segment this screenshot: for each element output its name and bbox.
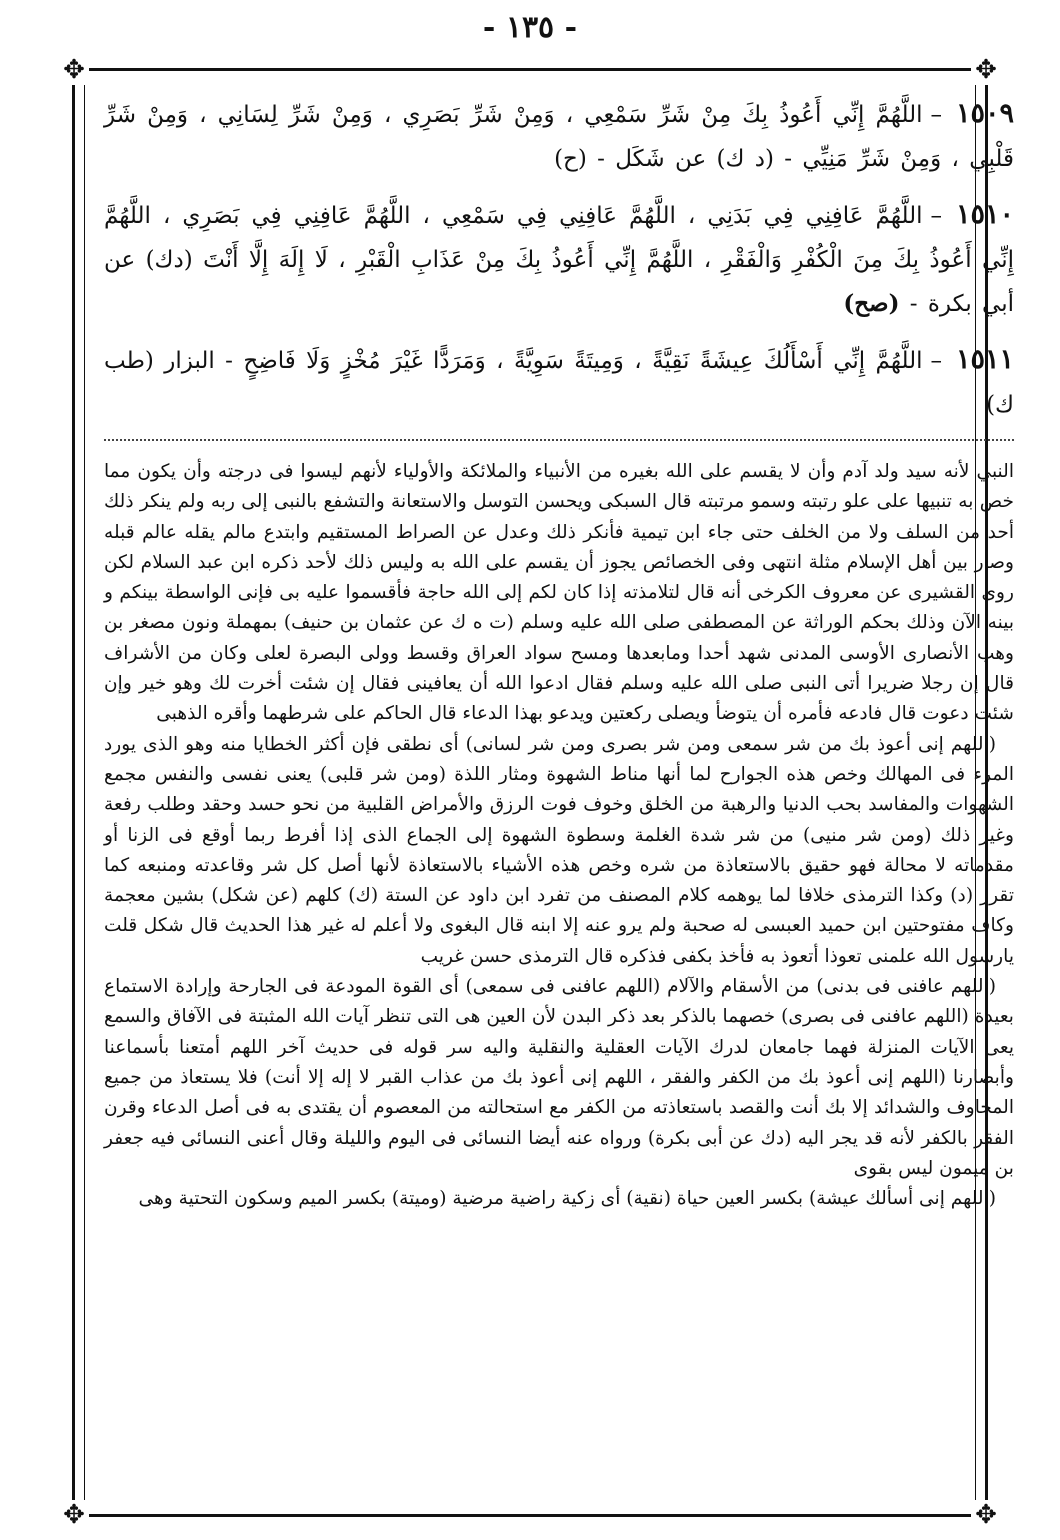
- corner-ornament-icon: ✥: [59, 55, 89, 85]
- commentary-paragraph: (اللهم عافنى فى بدنى) من الأسقام والآلام (اللهم عافنى فى سمعى) أى القوة المودعة فى الجارحة وإرادة الاستماع بعيدة (اللهم عافنى فى بصرى) خصهما بالذكر بعد ذكر البدن لأن العين هى التى تنظر آيات الله المثبتة فى الآفاق والسمع يعى الآيات المنزلة فهما جامعان لدرك الآيات العقلية والنقلية واليه سر قوله فى حديث آخر اللهم أمتعنا بأسماعنا وأبصارنا (اللهم إنى أعوذ بك من الكفر والفقر ، اللهم إنى أعوذ بك من عذاب القبر لا إله إلا أنت) فلا يستعاذ من جميع المخاوف والشدائد إلا بك أنت والقصد باستعاذته من الكفر مع استحالته من المعصوم أن يقتدى به فى أصل الدعاء وقرن الفقر بالكفر لأنه قد يجر اليه (دك عن أبى بكرة) ورواه عنه أيضا النسائى فى اليوم والليلة وقال أعنى النسائى فيه جعفر بن ميمون ليس بقوى: [104, 976, 1014, 1179]
- hadith-number: ١٥٠٩: [955, 98, 1014, 129]
- hadith-number: ١٥١٠: [955, 199, 1014, 230]
- hadith-entry: [104, 193, 1014, 326]
- commentary-section: [104, 457, 1014, 1214]
- hadith-separator: –: [930, 203, 942, 229]
- hadith-section: [104, 92, 1014, 427]
- hadith-text: اللَّهُمَّ إِنِّي أَسْأَلُكَ عِيشَةً نَقِيَّةً ، وَمِيتَةً سَوِيَّةً ، وَمَرَدًّا غَيْرَ مُخْزٍ وَلَا فَاضِحٍ - البزار (طب ك): [104, 348, 1014, 418]
- frame-left-border: [72, 70, 75, 1516]
- section-divider: [104, 439, 1014, 441]
- hadith-text: اللَّهُمَّ عَافِنِي فِي بَدَنِي ، اللَّهُمَّ عَافِنِي فِي سَمْعِي ، اللَّهُمَّ عَافِنِي فِي بَصَرِي ، اللَّهُمَّ إِنِّي أَعُوذُ بِكَ مِنَ الْكُفْرِ وَالْفَقْرِ ، اللَّهُمَّ إِنِّي أَعُوذُ بِكَ مِنْ عَذَابِ الْقَبْرِ ، لَا إِلَهَ إِلَّا أَنْتَ (دك) عن أبي بكرة -: [104, 203, 1014, 317]
- frame-top-border: [74, 68, 986, 71]
- hadith-number: ١٥١١: [955, 344, 1014, 375]
- frame-left-inner-border: [84, 84, 85, 1502]
- commentary-paragraph: (اللهم إنى أسألك عيشة) بكسر العين حياة (نقية) أى زكية راضية مرضية (وميتة) بكسر الميم وسكون التحتية وهى: [138, 1188, 996, 1210]
- page-content: [104, 92, 1014, 1214]
- frame-bottom-border: [74, 1514, 986, 1517]
- corner-ornament-icon: ✥: [971, 1500, 1001, 1530]
- hadith-separator: –: [930, 102, 942, 128]
- hadith-separator: –: [930, 348, 942, 374]
- commentary-paragraph: النبي لأنه سيد ولد آدم وأن لا يقسم على الله بغيره من الأنبياء والملائكة والأولياء لأنهم ليسوا فى درجته وأن يكون مما خص به تنبيها على علو رتبته وسمو مرتبته قال السبكى ويحسن التوسل والاستعانة والتشفع بالنبى إلى ربه ولم ينكر ذلك أحد من السلف ولا من الخلف حتى جاء ابن تيمية فأنكر ذلك وعدل عن الصراط المستقيم وابتدع مالم يقله عالم قبله وصار بين أهل الإسلام مثلة انتهى وفى الخصائص يجوز أن يقسم على الله به وليس ذلك لأحد ذكره ابن عبد السلام لكن روى القشيرى عن معروف الكرخى أنه قال لتلامذته إذا كان لكم إلى الله حاجة فأقسموا عليه بى فإنى الواسطة بينكم و بينه الآن وذلك بحكم الوراثة عن المصطفى صلى الله عليه وسلم (ت ه ك عن عثمان بن حنيف) بمهملة ونون مصغر بن وهب الأنصارى الأوسى المدنى شهد أحدا ومابعدها ومسح سواد العراق وقسط وولى البصرة لعلى وكان من الأشراف قال إن رجلا ضريرا أتى النبى صلى الله عليه وسلم فقال ادعوا الله أن يعافينى فقال إن شئت أخرت لك وهو خير وإن شئت دعوت قال فادعه فأمره أن يتوضأ ويصلى ركعتين ويدعو بهذا الدعاء قال الحاكم على شرطهما وأقره الذهبى: [104, 461, 1014, 725]
- hadith-entry: [104, 92, 1014, 181]
- commentary-paragraph: (اللهم إنى أعوذ بك من شر سمعى ومن شر بصرى ومن شر لسانى) أى نطقى فإن أكثر الخطايا منه وهو الذى يورد المرء فى المهالك وخص هذه الجوارح لما أنها مناط الشهوة ومثار اللذة (ومن شر قلبى) يعنى نفسى والنفس مجمع الشهوات والمفاسد بحب الدنيا والرهبة من الخلق وخوف فوت الرزق والأمراض القلبية من نحو حسد وحقد وطلب رفعة وغير ذلك (ومن شر منيى) من شر شدة الغلمة وسطوة الشهوة إلى الجماع الذى إذا أفرط ربما أوقع فى الزنا أو مقدماته لا محالة فهو حقيق بالاستعاذة من شره وخص هذه الأشياء بالاستعاذة لأنها أصل كل شر وقاعدته ومنبعه كما تقرر (د) وكذا الترمذى خلافا لما يوهمه كلام المصنف من تفرد ابن داود عن الستة (ك) كلهم (عن شكل) بشين معجمة وكاف مفتوحتين ابن حميد العبسى له صحبة ولم يرو عنه إلا ابنه قال البغوى ولا أعلم له غير هذا الحديث قال شكل قلت يارسول الله علمنى تعوذا أتعوذ به فأخذ بكفى فذكره قال الترمذى حسن غريب: [104, 733, 1014, 967]
- hadith-entry: [104, 338, 1014, 427]
- corner-ornament-icon: ✥: [971, 55, 1001, 85]
- hadith-text: اللَّهُمَّ إِنِّي أَعُوذُ بِكَ مِنْ شَرِّ سَمْعِي ، وَمِنْ شَرِّ بَصَرِي ، وَمِنْ شَرِّ لِسَانِي ، وَمِنْ شَرِّ قَلْبِي ، وَمِنْ شَرِّ مَنِيِّي - (د ك) عن شَكَل - (ح): [104, 102, 1014, 172]
- corner-ornament-icon: ✥: [59, 1500, 89, 1530]
- page-number: - ١٣٥ -: [482, 10, 578, 45]
- grade-symbol: (صح): [843, 290, 900, 317]
